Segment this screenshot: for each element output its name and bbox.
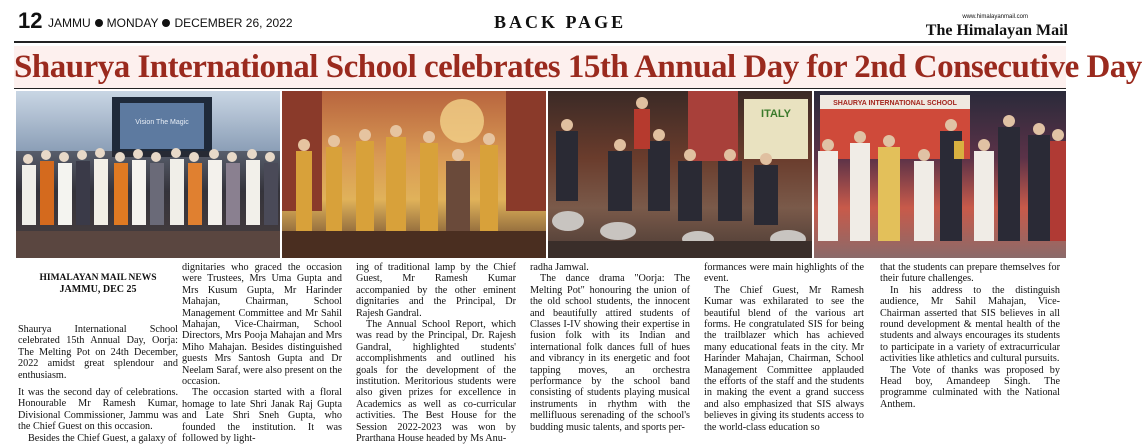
city-label: JAMMU <box>48 16 91 30</box>
article-dateline: JAMMU, DEC 25 <box>59 284 137 295</box>
trophy-icon <box>954 141 964 159</box>
article-column-5 <box>704 262 864 433</box>
article-column-3 <box>356 262 516 445</box>
photo-orchestra-band <box>548 91 812 258</box>
paragraph: Besides the Chief Guest, a galaxy of <box>28 432 177 444</box>
date-label: DECEMBER 26, 2022 <box>174 16 293 30</box>
article-column-6 <box>880 262 1060 430</box>
header-rule <box>14 41 1066 43</box>
section-title: BACK PAGE <box>494 12 627 32</box>
paragraph: The occasion started with a floral homage to late Shri Janak Raj Gupta and Late Shri Sneh Gupta, who founded the institution. It was followed by light- <box>182 387 342 445</box>
dateline <box>48 16 293 30</box>
headline: Shaurya International School celebrates 15th Annual Day for 2nd Consecutive Day <box>14 49 1142 85</box>
paragraph: Shaurya International School celebrated 15th Annual Day, Oorja: The Melting Pot on 24th December, 2022 amidst great splendour and enthusiasm. <box>18 324 178 381</box>
headline-band <box>14 46 1142 88</box>
paragraph: It was the second day of celebrations. Honourable Mr Ramesh Kumar, Divisional Commissioner, Jammu was the Chief Guest on this occasion. <box>18 387 178 433</box>
paragraph: that the students can prepare themselves for their future challenges. <box>880 262 1060 285</box>
paragraph: dignitaries who graced the occasion were Trustees, Mrs Uma Gupta and Mrs Kusum Gupta, Mr Harinder Mahajan, Chairman, School Management Committee and Mr Sahil Mahajan, Vice-Chairman, School Directors, Mrs Pooja Mahajan and Mrs Miho Mahajan. Besides distinguished guests Mrs Santosh Gupta and Dr Neelam Saraf, were also present on the occasion. <box>182 262 342 388</box>
paragraph: The Chief Guest, Mr Ramesh Kumar was exhilarated to see the beautiful blend of the various art forms. He congratulated SIS for being the trailblazer which has achieved many educational feats in the city. Mr Harinder Mahajan, Chairman, School Management Committee applauded the efforts of the staff and the students in making the event a grand success and also emphasized that SIS always believes in giving its students access to the world-class education so <box>704 284 864 433</box>
paragraph: The Vote of thanks was proposed by Head boy, Amandeep Singh. The programme culminated with the National Anthem. <box>880 364 1060 410</box>
page-number: 12 <box>18 8 43 33</box>
article-column-4 <box>530 262 690 433</box>
newspaper-name: The Himalayan Mail <box>925 22 1068 39</box>
photo-students-group <box>16 91 280 258</box>
photo-award-ceremony <box>814 91 1066 258</box>
paragraph: ing of traditional lamp by the Chief Guest, Mr Ramesh Kumar accompanied by the other eminent dignitaries and the Principal, Dr Rajesh Gandral. <box>356 262 516 319</box>
website-url: www.himalayanmail.com <box>962 14 1028 20</box>
backdrop-sign-text: ITALY <box>761 108 791 120</box>
byline: HIMALAYAN MAIL NEWS <box>39 273 157 283</box>
paragraph: formances were main highlights of the event. <box>704 262 864 285</box>
stage-banner-text: Vision The Magic <box>135 119 189 126</box>
page-header <box>0 0 1080 43</box>
article-column-2 <box>182 262 342 445</box>
headline-rule <box>14 88 1066 89</box>
bullet-icon <box>162 19 170 27</box>
day-label: MONDAY <box>106 16 159 30</box>
paragraph: The Annual School Report, which was read by the Principal, Dr. Rajesh Gandral, highlighted students' accomplishments and outlined his goals for the development of the institution. Meritorious students were also given prizes for excellence in Academics as well as co-curricular activities. The Best House for the Session 2022-2023 was won by Prarthana House headed by Ms Anu- <box>356 319 516 445</box>
paragraph: radha Jamwal. <box>530 262 589 273</box>
bullet-icon <box>95 19 103 27</box>
paragraph: In his address to the distinguish audience, Mr Sahil Mahajan, Vice-Chairman asserted that SIS believes in all round development & mental health of the students and always encourages its students to participate in a variety of extracurricular activities like athletics and cultural pursuits. <box>880 284 1060 365</box>
stage-banner-text: SHAURYA INTERNATIONAL SCHOOL <box>833 100 957 107</box>
article-column-1 <box>18 262 178 444</box>
paragraph: The dance drama "Oorja: The Melting Pot" honouring the union of the old school students, the innocent and beautifully attired students of Classes I-IV showing their expertise in fusion folk with its Indian and international folk dances full of hues and vibrancy in its energetic and foot tapping moves, an orchestra performance by the school band consisting of students playing musical instruments in rhythm with the mellifluous serenading of the school's budding music talents, and sports per- <box>530 273 690 433</box>
photo-dance-performance <box>282 91 546 258</box>
